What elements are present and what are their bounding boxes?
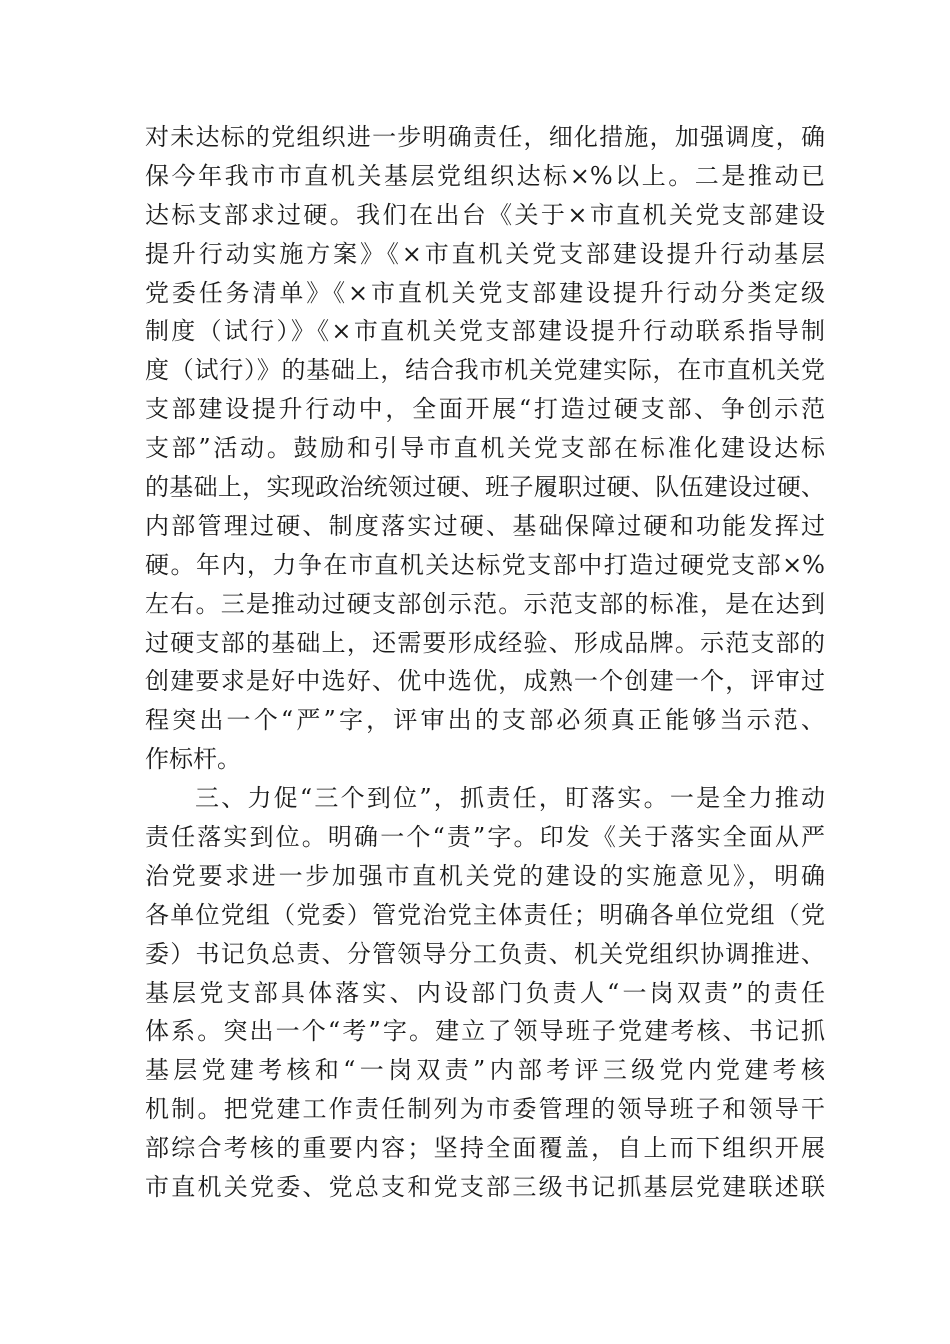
body-text [145, 118, 825, 1207]
text-line: 基层党建考核和“一岗双责”内部考评三级党内党建考核 [145, 1056, 825, 1085]
text-line: 三、力促“三个到位”，抓责任，盯落实。一是全力推动 [195, 784, 825, 813]
text-line: 基层党支部具体落实、内设部门负责人“一岗双责”的责任 [145, 978, 825, 1007]
text-line: 过硬支部的基础上，还需要形成经验、形成品牌。示范支部的 [145, 628, 825, 657]
text-line: 支部”活动。鼓励和引导市直机关党支部在标准化建设达标 [145, 434, 825, 463]
text-line: 党委任务清单》《×市直机关党支部建设提升行动分类定级 [145, 278, 825, 307]
text-line: 机制。把党建工作责任制列为市委管理的领导班子和领导干 [145, 1095, 825, 1124]
text-line: 内部管理过硬、制度落实过硬、基础保障过硬和功能发挥过 [145, 511, 825, 540]
text-line: 责任落实到位。明确一个“责”字。印发《关于落实全面从严 [145, 823, 825, 852]
text-line: 市直机关党委、党总支和党支部三级书记抓基层党建联述联 [145, 1173, 825, 1202]
text-line: 委）书记负总责、分管领导分工负责、机关党组织协调推进、 [145, 939, 825, 968]
text-line: 硬。年内，力争在市直机关达标党支部中打造过硬党支部×% [145, 550, 825, 579]
text-line: 治党要求进一步加强市直机关党的建设的实施意见》，明确 [145, 861, 825, 890]
text-line: 程突出一个“严”字，评审出的支部必须真正能够当示范、 [145, 706, 825, 735]
text-line: 左右。三是推动过硬支部创示范。示范支部的标准，是在达到 [145, 589, 825, 618]
text-line: 支部建设提升行动中，全面开展“打造过硬支部、争创示范 [145, 395, 825, 424]
text-line: 创建要求是好中选好、优中选优，成熟一个创建一个，评审过 [145, 667, 825, 696]
text-line: 对未达标的党组织进一步明确责任，细化措施，加强调度，确 [145, 123, 825, 151]
text-line: 提升行动实施方案》《×市直机关党支部建设提升行动基层 [145, 239, 825, 268]
text-line: 保今年我市市直机关基层党组织达标×%以上。二是推动已 [145, 161, 825, 190]
text-line: 的基础上，实现政治统领过硬、班子履职过硬、队伍建设过硬、 [145, 473, 825, 502]
text-line: 作标杆。 [145, 745, 241, 774]
text-line: 达标支部求过硬。我们在出台《关于×市直机关党支部建设 [145, 200, 825, 229]
text-line: 部综合考核的重要内容；坚持全面覆盖，自上而下组织开展 [145, 1134, 825, 1163]
text-line: 体系。突出一个“考”字。建立了领导班子党建考核、书记抓 [145, 1017, 825, 1046]
text-line: 制度（试行）》《×市直机关党支部建设提升行动联系指导制 [145, 317, 825, 346]
text-line: 度（试行）》的基础上，结合我市机关党建实际，在市直机关党 [145, 356, 825, 385]
text-line: 各单位党组（党委）管党治党主体责任；明确各单位党组（党 [145, 900, 825, 929]
